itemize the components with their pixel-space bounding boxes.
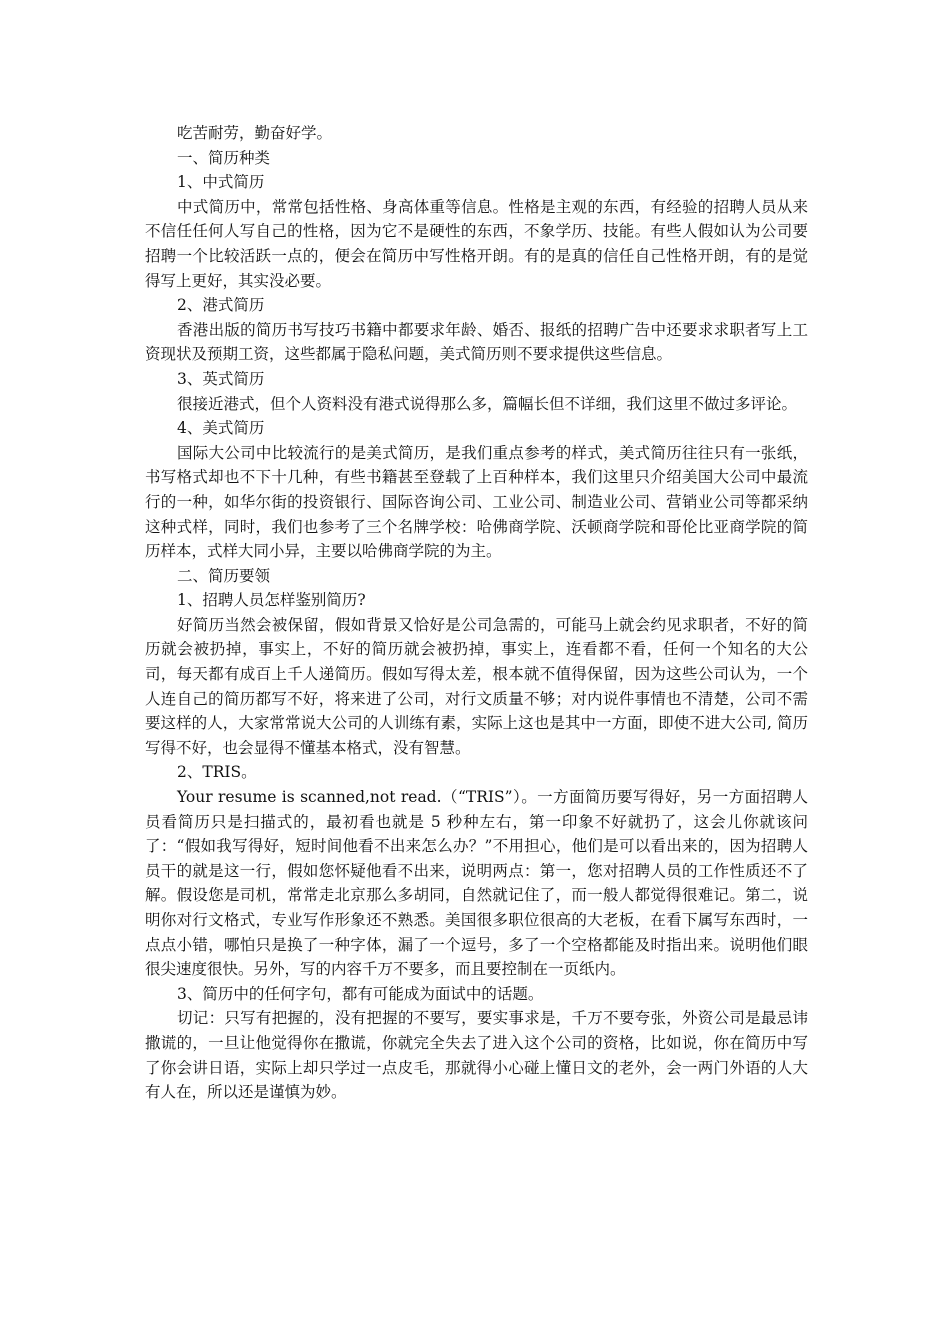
paragraph-intro: 吃苦耐劳，勤奋好学。: [177, 124, 333, 142]
section-heading-resume-essentials: 二、简历要领: [177, 566, 271, 585]
paragraph-interview-topics: 切记：只写有把握的，没有把握的不要写，要实事求是，千万不要夸张，外资公司是最忌讳撒谎的，一旦让他觉得你在撒谎，你就完全失去了进入这个公司的资格，比如说，你在简历中写了你会讲日语，实际上却只学过一点皮毛，那就得小心碰上懂日文的老外，会一两门外语的人大有人在，所以还是谨慎为妙。: [145, 1009, 808, 1102]
subheading-hk-resume: 2、港式简历: [177, 296, 265, 315]
subheading-tris: 2、TRIS。: [177, 763, 257, 782]
paragraph-uk-resume: 很接近港式，但个人资料没有港式说得那么多，篇幅长但不详细，我们这里不做过多评论。: [177, 394, 798, 413]
subheading-recruiter-screening: 1、招聘人员怎样鉴别简历?: [177, 591, 366, 610]
paragraph-tris: Your resume is scanned,not read.（“TRIS”）。一方面简历要写得好，另一方面招聘人员看简历只是扫描式的，最初看也就是 5 秒种左右，第一印象不好就扔了，这会儿你就该问了：“假如我写得好，短时间他看不出来怎么办？”不用担心，他们是可以看出来的，因为招聘人员干的就是这一行，假如您怀疑他看不出来，说明两点：第一，您对招聘人员的工作性质还不了解。假设您是司机，常常走北京那么多胡同，自然就记住了，而一般人都觉得很难记。第二，说明你对行文格式，专业写作形象还不熟悉。美国很多职位很高的大老板，在看下属写东西时，一点点小错，哪怕只是换了一种字体，漏了一个逗号，多了一个空格都能及时指出来。说明他们眼很尖速度很快。另外，写的内容千万不要多，而且要控制在一页纸内。: [145, 788, 808, 979]
section-heading-resume-types: 一、简历种类: [177, 148, 271, 167]
subheading-chinese-resume: 1、中式简历: [177, 173, 265, 192]
paragraph-hk-resume: 香港出版的简历书写技巧书籍中都要求年龄、婚否、报纸的招聘广告中还要求求职者写上工资现状及预期工资，这些都属于隐私问题，美式简历则不要求提供这些信息。: [145, 320, 808, 364]
document-page: [145, 121, 808, 1105]
paragraph-us-resume: 国际大公司中比较流行的是美式简历，是我们重点参考的样式，美式简历往往只有一张纸，书写格式却也不下十几种，有些书籍甚至登载了上百种样本，我们这里只介绍美国大公司中最流行的一种，如华尔街的投资银行、国际咨询公司、工业公司、制造业公司、营销业公司等都采纳这种式样，同时，我们也参考了三个名牌学校：哈佛商学院、沃顿商学院和哥伦比亚商学院的简历样本，式样大同小异，主要以哈佛商学院的为主。: [145, 443, 808, 561]
subheading-uk-resume: 3、英式简历: [177, 369, 265, 388]
paragraph-recruiter-screening: 好简历当然会被保留，假如背景又恰好是公司急需的，可能马上就会约见求职者，不好的简历就会被扔掉，事实上，不好的简历就会被扔掉，事实上，连看都不看，任何一个知名的大公司，每天都有成百上千人递简历。假如写得太差，根本就不值得保留，因为这些公司认为，一个人连自己的简历都写不好，将来进了公司，对行文质量不够；对内说件事情也不清楚，公司不需要这样的人，大家常常说大公司的人训练有素，实际上这也是其中一方面，即使不进大公司, 简历写得不好，也会显得不懂基本格式，没有智慧。: [145, 615, 808, 757]
subheading-interview-topics: 3、简历中的任何字句，都有可能成为面试中的话题。: [177, 984, 544, 1003]
paragraph-chinese-resume: 中式简历中，常常包括性格、身高体重等信息。性格是主观的东西，有经验的招聘人员从来不信任任何人写自己的性格，因为它不是硬性的东西，不象学历、技能。有些人假如认为公司要招聘一个比较活跃一点的，便会在简历中写性格开朗。有的是真的信任自己性格开朗，有的是觉得写上更好，其实没必要。: [145, 197, 808, 290]
subheading-us-resume: 4、美式简历: [177, 419, 265, 438]
